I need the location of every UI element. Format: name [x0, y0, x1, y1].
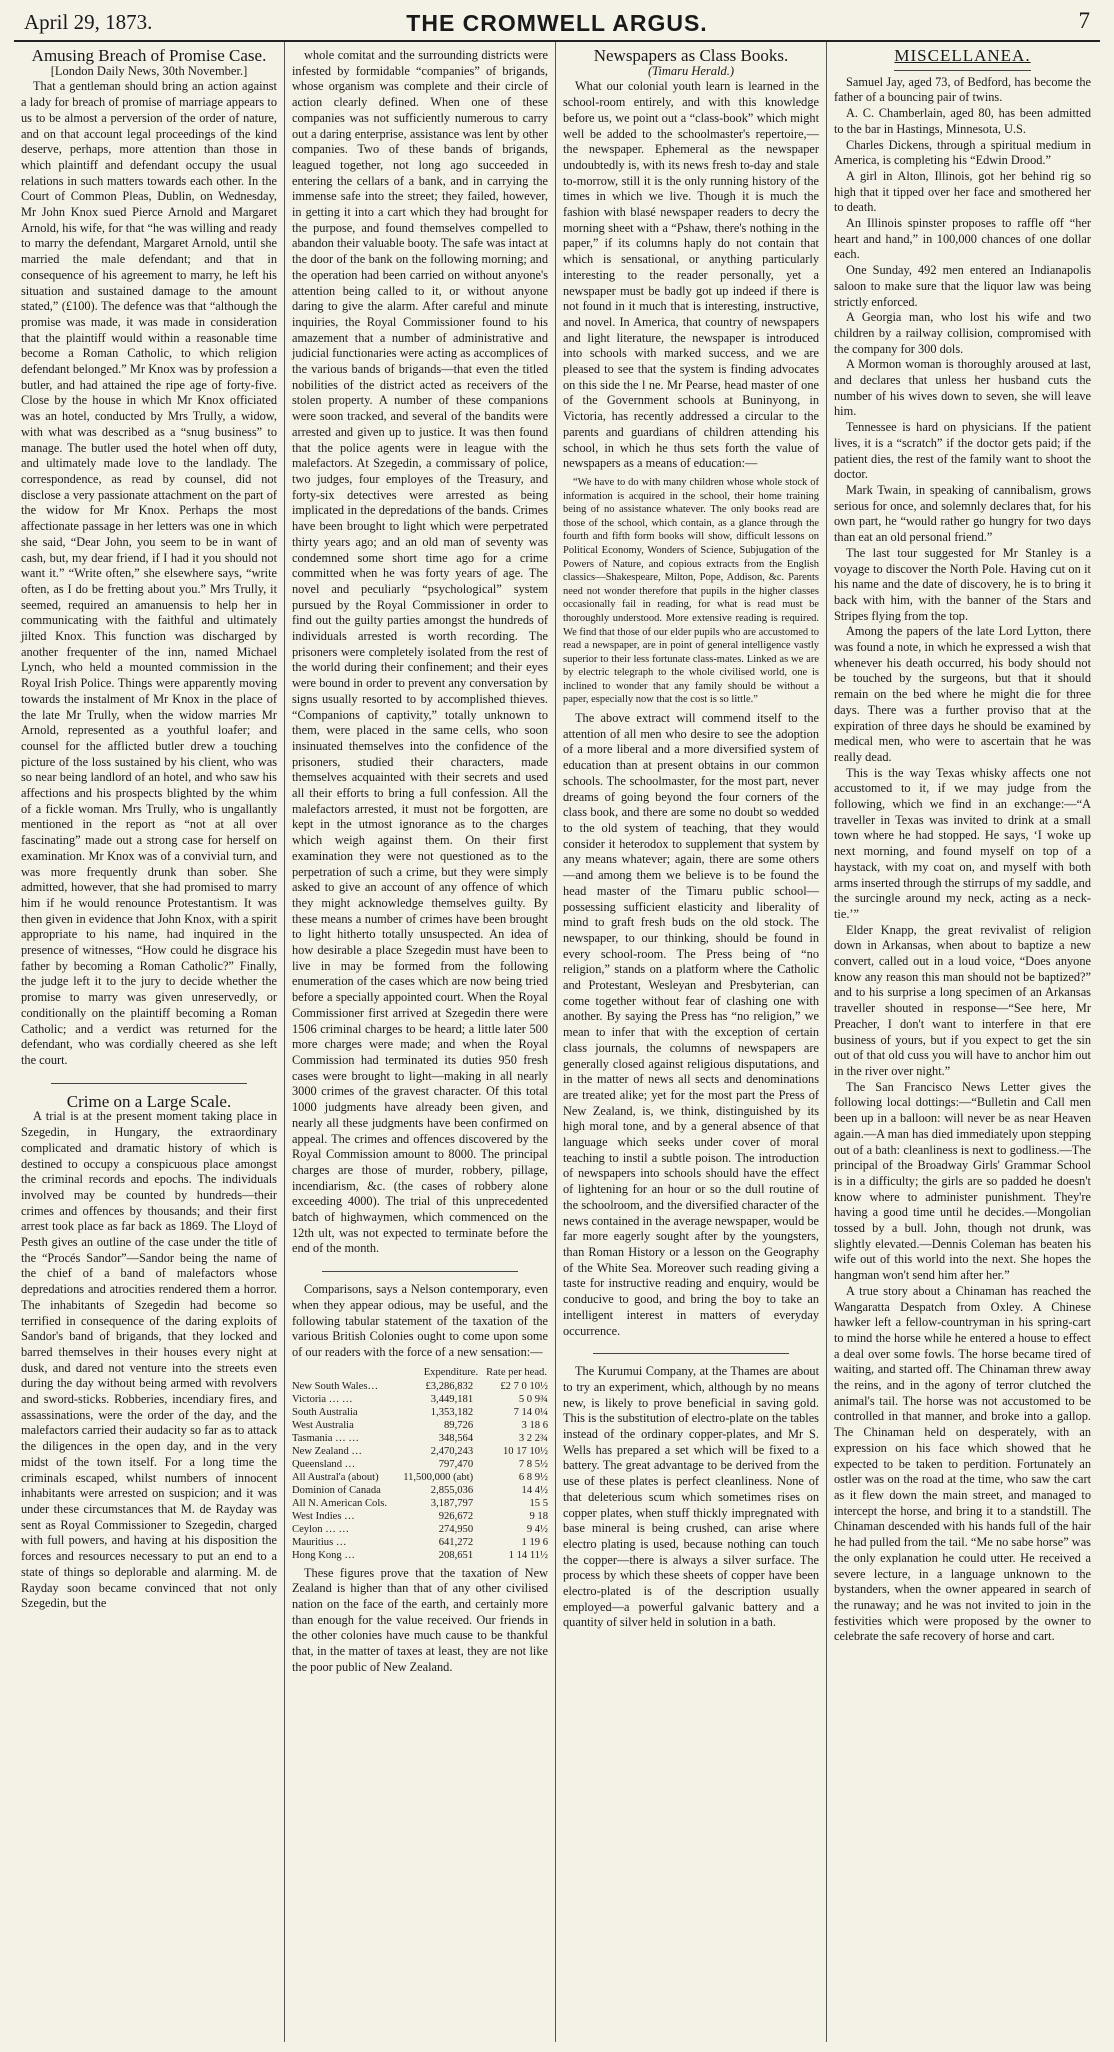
table-cell: All Austral'a (about): [292, 1471, 379, 1483]
column-2: [285, 42, 556, 2042]
table-cell: 274,950: [438, 1523, 474, 1535]
table-cell: New South Wales…: [292, 1380, 379, 1392]
table-cell: 3 2 2¾: [518, 1432, 548, 1444]
table-row: [292, 1406, 548, 1419]
table-cell: 2,470,243: [430, 1445, 474, 1457]
table-cell: South Australia: [292, 1406, 358, 1418]
table-header: Rate per head.: [486, 1366, 547, 1378]
quote-paragraph: “We have to do with many children whose whole stock of information is acquired in the school, their home training being of no assistance whatever. The only books read are those of the school, which contain, as a glance through the fourth and fifth form books will show, difficult lessons on Political Economy, Wonders of Science, Subjugation of the Powers of Nature, and copious extracts from the English classics—Shakespeare, Milton, Pope, Addison, &c. Parents need not wonder therefore that pupils in the higher classes occasionally fail in reading, for what is read must be thoroughly understood. More extensive reading is required. We find that those of our elder pupils who are accustomed to read a newspaper, are in point of general intelligence vastly superior to their less fortunate class-mates. Linked as we are by electric telegraph to the whole civilised world, one is inclined to wonder that any family should be without a paper, especially now that the cost is so little.”: [563, 476, 819, 706]
misc-item: A Georgia man, who lost his wife and two children by a railway collision, compromised with the company for 300 dols.: [834, 310, 1091, 356]
table-cell: 5 0 9¾: [518, 1393, 548, 1405]
table-row: [292, 1419, 548, 1432]
table-row: [292, 1523, 548, 1536]
table-cell: Tasmania … …: [292, 1432, 359, 1444]
table-cell: 3,187,797: [430, 1497, 474, 1509]
article-paragraph: That a gentleman should bring an action against a lady for breach of promise of marriage appears to us to be almost a perversion of the order of nature, and on that account legal proceedings of the kind deserve, perhaps, more attention than those in which plaintiff and defendant occupy the usual relations in such matters towards each other. In the Court of Common Pleas, Dublin, on Wednesday, Mr John Knox sued Pierce Arnold and Margaret Arnold, his wife, for that “he was willing and ready to marry the defendant, Margaret Arnold, until she married the male defendant; and that in consequence of his agreement to marry, he left his situation and sustained damage to the amount stated,” (£100). The defence was that “although the promise was made, it was made in consideration that the plaintiff would within a reasonable time become a Roman Catholic, to which religion defendant belonged.” Mr Knox was by profession a butler, and had attained the ripe age of forty-five. Close by the house in which Mr Knox officiated was an hotel, conducted by Mrs Trully, a widow, with what was described as a “snug business” to manage. The butler used the hotel when off duty, and ultimately made love to the landlady. The correspondence, as read by counsel, did not disclose a very passionate attachment on the part of the widow for Mr Knox. Perhaps the most affectionate passage in her letters was one in which she said, “Dear John, you seem to be in want of cash, but, my dear friend, if I had it you should not want it.” “Write often,” she elsewhere says, “write often, as I do be fretting about you.” Mrs Trully, it seemed, required an amanuensis to help her in communicating with the faithful and ultimately jilted Knox. This function was discharged by another frequenter of the inn, named Michael Lynch, who held a mounted commission in the Royal Irish Police. Things were apparently moving towards the instalment of Mr Knox in the place of the late Mr Trully, when the widow marries Mr Arnold, represented as a youthful loafer; and counsel for the afflicted butler drew a touching picture of the loss sustained by his client, who was so near being landlord of an hotel, and who saw his affections and his prospects blighted by the whim of a fickle woman. Mrs Trully, who is ungallantly mentioned in the report as “not at all over fascinating” made out a strong case for herself on examination. Mr Knox was of a convivial turn, and was more frequently drunk than sober. She admitted, however, that she had promised to marry him if he would renounce Protestantism. It was then given in evidence that John Knox, with a spirit appropriate to his name, had inquired in the presence of witnesses, “How could he disgrace his father by becoming a Roman Catholic?” Finally, the judge left it to the jury to decide whether the promise to marry was given unreservedly, or conditionally on the plaintiff becoming a Roman Catholic; and a verdict was returned for the defendant, who was cordially cheered as she left the court.: [21, 79, 277, 1067]
article-source: (Timaru Herald.): [647, 63, 735, 78]
columns: [14, 42, 1100, 2042]
masthead: [14, 8, 1100, 42]
column-3: [556, 42, 827, 2042]
table-cell: 3,449,181: [430, 1393, 474, 1405]
table-cell: 9 4½: [526, 1523, 548, 1535]
misc-item: Tennessee is hard on physicians. If the patient lives, it is a “scratch” if the doctor gets paid; if the patient dies, the rest of the family want to shoot the doctor.: [834, 420, 1091, 482]
divider: [51, 1083, 247, 1084]
table-cell: Ceylon … …: [292, 1523, 350, 1535]
table-row: [292, 1432, 548, 1445]
table-cell: 3 18 6: [521, 1419, 548, 1431]
column-1: [14, 42, 285, 2042]
table-cell: Dominion of Canada: [292, 1484, 381, 1496]
table-cell: 6 8 9½: [518, 1471, 548, 1483]
table-cell: 10 17 10½: [502, 1445, 548, 1457]
table-row: [292, 1380, 548, 1393]
article-paragraph: These figures prove that the taxation of New Zealand is higher than that of any other civilised nation on the face of the earth, and certainly more than enough for the value received. Our friends in the other colonies have much cause to be thankful that, in the matter of taxes at least, they are not like the poor public of New Zealand.: [292, 1565, 548, 1674]
table-row: [292, 1471, 548, 1484]
article-heading-newspapers: Newspapers as Class Books.: [593, 46, 789, 65]
divider: [322, 1271, 518, 1272]
table-cell: 14 4½: [521, 1484, 548, 1496]
misc-item: A. C. Chamberlain, aged 80, has been admitted to the bar in Hastings, Minnesota, U.S.: [834, 106, 1091, 136]
article-paragraph: The Kurumui Company, at the Thames are about to try an experiment, which, although by no means new, is likely to prove beneficial in saving gold. This is the substitution of electro-plate on the tables instead of the ordinary copper-plates, and Mr S. Wells has prepared a set which will be fixed to a battery. The great advantage to be derived from the use of these plates is perfect cleanliness. None of that deleterious scum which sometimes rises on copper plates, when stuff thickly impregnated with base mineral is being crushed, can arise where electro plating is used, because nothing can touch the copper—there is always a silver surface. The process by which these sheets of copper have been electro-plated is of the description usually employed—a powerful galvanic battery and a quantity of silver held in solution in a bath.: [563, 1364, 819, 1630]
misc-item: Among the papers of the late Lord Lytton, there was found a note, in which he expressed a wish that whenever his death occurred, his body should not be touched by the surgeons, but that it should remain on the bed where he might die for three days. There was a further proviso that at the expiration of three days he should be examined by medical men, who were to ascertain that he was really dead.: [834, 624, 1091, 764]
divider: [894, 70, 1031, 71]
misc-item: Mark Twain, in speaking of cannibalism, grows serious for once, and solemnly declares that, for his own part, he “would rather go hungry for two days than eat an old personal friend.”: [834, 482, 1091, 545]
misc-item: A Mormon woman is thoroughly aroused at last, and declares that unless her husband cuts the number of his wives down to seven, she will leave him.: [834, 357, 1091, 419]
article-paragraph: The above extract will commend itself to the attention of all men who desire to see the adoption of a more liberal and a more diversified system of education than at present obtains in our common schools. The schoolmaster, for the most part, never dreams of going beyond the four corners of the class book, and there are some no doubt so wedded to the old system of teaching, that they would consider it heterodox to supplement that system by any means whatever; again, there are some others—and among them we believe is to be found the head master of the Timaru public school—possessing sufficient elasticity and liberality of mind to graft fresh buds on the old stock. The newspaper, to our thinking, should be found in every school-room. The Press being of “no religion,” stands on a platform where the Catholic and Protestant, Wesleyan and Presbyterian, can come together without fear of clashing one with another. By saying the Press has “no religion,” we mean to infer that with the exception of certain class journals, the columns of newspapers are generally closed against religious disputations, and in the matter of news all sects and denominations are treated alike; yet for the most part the Press of New Zealand, is, we think, distinguished by its high moral tone, and by a general absence of that language which seeks under cover of moral teaching to instil a subtle poison. The introduction of newspapers into schools should have the effect of lightening for an hour or so the dull routine of the schoolroom, and the diversified character of the news contained in the average newspaper, would be far more eagerly sought after by the youngsters, than Roman History or a lesson on the Geography of the White Sea. Moreover such reading giving a taste for instructive reading and enquiry, would be conducive to good, and bring the boy to take an intelligent interest in matters of everyday occurrence.: [563, 711, 819, 1338]
table-row: [292, 1445, 548, 1458]
table-cell: 1,353,182: [430, 1406, 474, 1418]
misc-item: Samuel Jay, aged 73, of Bedford, has become the father of a bouncing pair of twins.: [834, 74, 1091, 105]
table-cell: New Zealand …: [292, 1445, 363, 1457]
article-paragraph: A trial is at the present moment taking place in Szegedin, in Hungary, the extraordinary complicated and dramatic history of which is destined to occupy a conspicuous place amongst the criminal records and epochs. The individuals involved may be counted by hundreds—their crimes and offences by thousands; and their first arrest took place as far back as 1869. The Lloyd of Pesth gives an outline of the case under the title of the “Procés Sandor”—Sandor being the name of the chief of a band of malefactors whose depredations and atrocities rendered them a horror. The inhabitants of Szegedin had become so terrified in consequence of the daring exploits of Sandor's band of brigands, that they locked and barred themselves in their houses every night at dusk, and dared not venture into the streets even during the day without being armed with revolvers and sword-sticks. Robberies, incendiary fires, and assassinations, were the order of the day, and the malefactors carried their audacity so far as to attack the diligences in the open day, and in the very midst of the town itself. For a long time the criminals escaped, whilst numbers of innocent inhabitants were arrested on suspicion; and it was under these circumstances that M. de Rayday was sent as Royal Commissioner to Szegedin, charged with full powers, and having at his disposition the forces and resources necessary to put an end to a state of things so deplorable and alarming. M. de Rayday soon became convinced that not only Szegedin, but the: [21, 1109, 277, 1611]
misc-item: A true story about a Chinaman has reached the Wangaratta Despatch from Oxley. A Chinese hawker left a fellow-countryman in his spring-cart to mind the horse while he entered a house to effect a deal over some fowls. The horse became tired of waiting, and started off. The Chinaman threw away the reins, and in the agony of terror clutched the animal's tail. The horse was not accustomed to be controlled in that manner, and broke into a gallop. The Chinaman held on desperately, with an expression on his face which showed that he expected to be taken to perdition. Fortunately an ostler was on the road at the time, who saw the cart as it flew down the main street, and managed to intercept the horse, and bring it to a standstill. The Chinaman descended with his hands full of the hair he had pulled from the tail. “Me no sabe horse” was the only explanation he could utter. He received a severe lecture, in a language unknown to the bystanders, when the owner appeared in search of the runaway; and he was not invited to join in the festivities which were proposed by the owner to celebrate the safe recovery of horse and cart.: [834, 1283, 1091, 1644]
misc-item: A girl in Alton, Illinois, got her behind rig so high that it tipped over her face and smothered her to death.: [834, 168, 1091, 215]
table-cell: Queensland …: [292, 1458, 356, 1470]
table-header: [292, 1365, 396, 1380]
article-heading-breach-of-promise: Amusing Breach of Promise Case.: [31, 46, 267, 65]
column-4: [827, 42, 1098, 2042]
newspaper-title: THE CROMWELL ARGUS.: [406, 10, 708, 36]
misc-item: Charles Dickens, through a spiritual medium in America, is completing his “Edwin Drood.”: [834, 137, 1091, 168]
table-cell: Victoria … …: [292, 1393, 353, 1405]
misc-item: The San Francisco News Letter gives the following local dottings:—“Bulletin and Call men been up in a balloon: will never be as near Heaven again.—A man has died immediately upon stepping out of a bath: cleanliness is next to godliness.—The principal of the Broadway Girls' Grammar School is in a difficulty; the girls are so padded he doesn't know where to administer punishment. They're having a good time until he decides.—Mongolian tossed by a bull. John, though not drunk, was slightly elevated.—Dennis Coleman has beaten his wife out of this world into the next. She hopes the hangman won't send him after her.”: [834, 1079, 1091, 1283]
table-cell: 11,500,000 (abt): [403, 1471, 474, 1483]
misc-item: One Sunday, 492 men entered an Indianapolis saloon to make sure that the liquor law was being strictly enforced.: [834, 263, 1091, 309]
table-cell: All N. American Cols.: [292, 1497, 388, 1509]
misc-item: An Illinois spinster proposes to raffle off “her heart and hand,” in 100,000 chances of one dollar each.: [834, 216, 1091, 262]
issue-date: April 29, 1873.: [24, 10, 153, 34]
article-paragraph: What our colonial youth learn is learned in the school-room entirely, and with this knowledge before us, we point out a “class-book” which might well be added to the schoolmaster's repertoire,—the newspaper. Ephemeral as the newspaper undoubtedly is, with its news fresh to-day and stale to-morrow, still it is the only running history of the times in which we live. Though it is much the fashion with blasé newspaper readers to decry the morning sheet with a “Pshaw, there's nothing in the paper,” if its columns haply do not contain that which is sensational, or anything particularly interesting to the reader personally, yet a newspaper must be badly got up indeed if there is not found in it much that is interesting, instructive, and novel. In America, that country of newspapers and light literature, the newspaper is introduced into schools with marked success, and we are pleased to see that the system is finding advocates on this side the l ne. Mr Pearse, head master of one of the Government schools at Buninyong, in Victoria, has recently addressed a circular to the parents and guardians of children attending his school, in which he thus sets forth the value of newspapers as a means of education:—: [563, 79, 819, 471]
taxation-table: [292, 1365, 548, 1562]
table-cell: 208,651: [438, 1549, 474, 1561]
table-row: [292, 1549, 548, 1562]
table-cell: £3,286,832: [425, 1380, 474, 1392]
table-cell: 1 19 6: [521, 1536, 548, 1548]
table-cell: 7 8 5½: [518, 1458, 548, 1470]
table-row: [292, 1484, 548, 1497]
table-cell: 2,855,036: [430, 1484, 474, 1496]
table-cell: 641,272: [438, 1536, 474, 1548]
table-cell: West Australia: [292, 1419, 354, 1431]
table-cell: 348,564: [438, 1432, 474, 1444]
misc-item: This is the way Texas whisky affects one not accustomed to it, if we may judge from the following, which we find in an exchange:—“A traveller in Texas was invited to drink at a small town where he had stopped. He says, ‘I woke up next morning, and found myself on top of a haystack, with my coat on, and myself with both arms inserted through the stirrups of my saddle, and the surcingle around my neck, acting as a neck-tie.’”: [834, 765, 1091, 921]
table-cell: 1 14 11½: [508, 1549, 548, 1561]
divider: [593, 1353, 789, 1354]
table-row: [292, 1458, 548, 1471]
article-heading-miscellanea: MISCELLANEA.: [894, 46, 1031, 65]
article-paragraph: Comparisons, says a Nelson contemporary, even when they appear odious, may be useful, and the following tabular statement of the taxation of the various British Colonies ought to come upon some of our readers with the force of a new sensation:—: [292, 1282, 548, 1359]
table-cell: 7 14 0¼: [513, 1406, 548, 1418]
table-row: [292, 1497, 548, 1510]
article-source: [London Daily News, 30th November.]: [50, 63, 248, 78]
table-cell: 9 18: [529, 1510, 548, 1522]
table-cell: 797,470: [438, 1458, 474, 1470]
misc-item: The last tour suggested for Mr Stanley is a voyage to discover the North Pole. Having cut on it his name and the date of discovery, he is to bring it back with him, with the banner of the Stars and Stripes flying from the top.: [834, 545, 1091, 623]
table-header-row: [292, 1365, 548, 1380]
table-cell: 15 5: [529, 1497, 548, 1509]
table-cell: 89,726: [444, 1419, 474, 1431]
table-cell: 926,672: [438, 1510, 474, 1522]
table-cell: West Indies …: [292, 1510, 355, 1522]
table-cell: Hong Kong …: [292, 1549, 355, 1561]
table-row: [292, 1536, 548, 1549]
table-row: [292, 1393, 548, 1406]
table-header: Expenditure.: [423, 1366, 479, 1378]
table-row: [292, 1510, 548, 1523]
table-cell: Mauritius …: [292, 1536, 347, 1548]
misc-item: Elder Knapp, the great revivalist of religion down in Arkansas, when about to baptize a new convert, called out in a loud voice, “Does anyone know any reason this man should not be baptized?” and to his surprise a long specimen of an Arkansas traveller shouted in response—“See here, Mr Preacher, I don't want to interfere in that ere business of yours, but if you expect to get the sin out of that old cuss you will have to anchor him out in the river over night.”: [834, 922, 1091, 1078]
article-paragraph: whole comitat and the surrounding districts were infested by formidable “companies” of brigands, whose organism was complete and their circle of action clearly defined. When one of these companies was not sufficiently numerous to carry out a daring enterprise, assistance was lent by other companies. Two of these bands of brigands, leagued together, not long ago succeeded in entering the cellars of a bank, and in carrying the immense safe into the street; they failed, however, in getting it into a cart which they had brought for the purpose, and found themselves compelled to abandon their valuable booty. The safe was intact at the door of the bank on the following morning; and the operation had been carried on without anyone's attention being called to it, or without anyone daring to give the alarm. After careful and minute inquiries, the Royal Commissioner found to his amazement that a number of administrative and judicial functionaries were acting as accomplices of the various bands of brigands—that even the titled nobilities of the district acted as receivers of the stolen property. A number of these companions were soon tracked, and several of the bandits were arrested and given up to justice. It was then found that the police agents were in league with the malefactors. At Szegedin, a commissary of police, two judges, four employes of the Treasury, and forty-six detectives were arrested as being implicated in the depredations of the bands. Crimes have been brought to light which were perpetrated thirty years ago; and an old man of seventy was condemned some short time ago for a crime committed when he was forty years of age. The novel and peculiarly “psychological” system pursued by the Royal Commissioner in order to find out the guilty parties amongst the hundreds of individuals arrested is worth recording. The prisoners were completely isolated from the rest of the world during their confinement; and their eyes were bound in order to prevent any conversation by signs usually resorted to by accomplished thieves. “Companions of captivity,” totally unknown to them, were placed in the same cells, who soon insinuated themselves into the confidence of the prisoners, studied their characters, made themselves acquainted with their secrets and used all their efforts to bring a full confession. All the malefactors arrested, it must not be forgotten, are kept in the utmost ignorance as to the charges which weigh against them. On their first examination they were not questioned as to the perpetration of such a crime, but they were simply asked to give an account of any offence of which they might acknowledge themselves guilty. By these means a number of crimes have been brought to light hitherto totally unsuspected. An idea of how desirable a place Szegedin must have been to live in may be formed from the following enumeration of the cases which are now being tried before a specially appointed court. When the Royal Commissioner first arrived at Szegedin there were 1506 criminal charges to be heard; a little later 500 more charges were made; and when the Royal Commission had terminated its duties 950 fresh cases were brought to light—making in all nearly 3000 crimes of the gravest character. Of this total 1000 judgments have already been given, and nearly all these judgments have been confirmed on appeal. The crimes and offences discovered by the Royal Commission amount to 8000. The principal charges are those of murder, robbery, pillage, incendiarism, &c. (the cases of robbery alone exceeding 4000). The trial of this unprecedented batch of highwaymen, which commenced on the 12th ult, was not expected to terminate before the end of the month.: [292, 48, 548, 1256]
article-heading-crime-large-scale: Crime on a Large Scale.: [66, 1091, 232, 1111]
quoted-circular: [563, 476, 819, 707]
table-cell: £2 7 0 10½: [500, 1380, 548, 1392]
page-number: 7: [1078, 8, 1090, 33]
